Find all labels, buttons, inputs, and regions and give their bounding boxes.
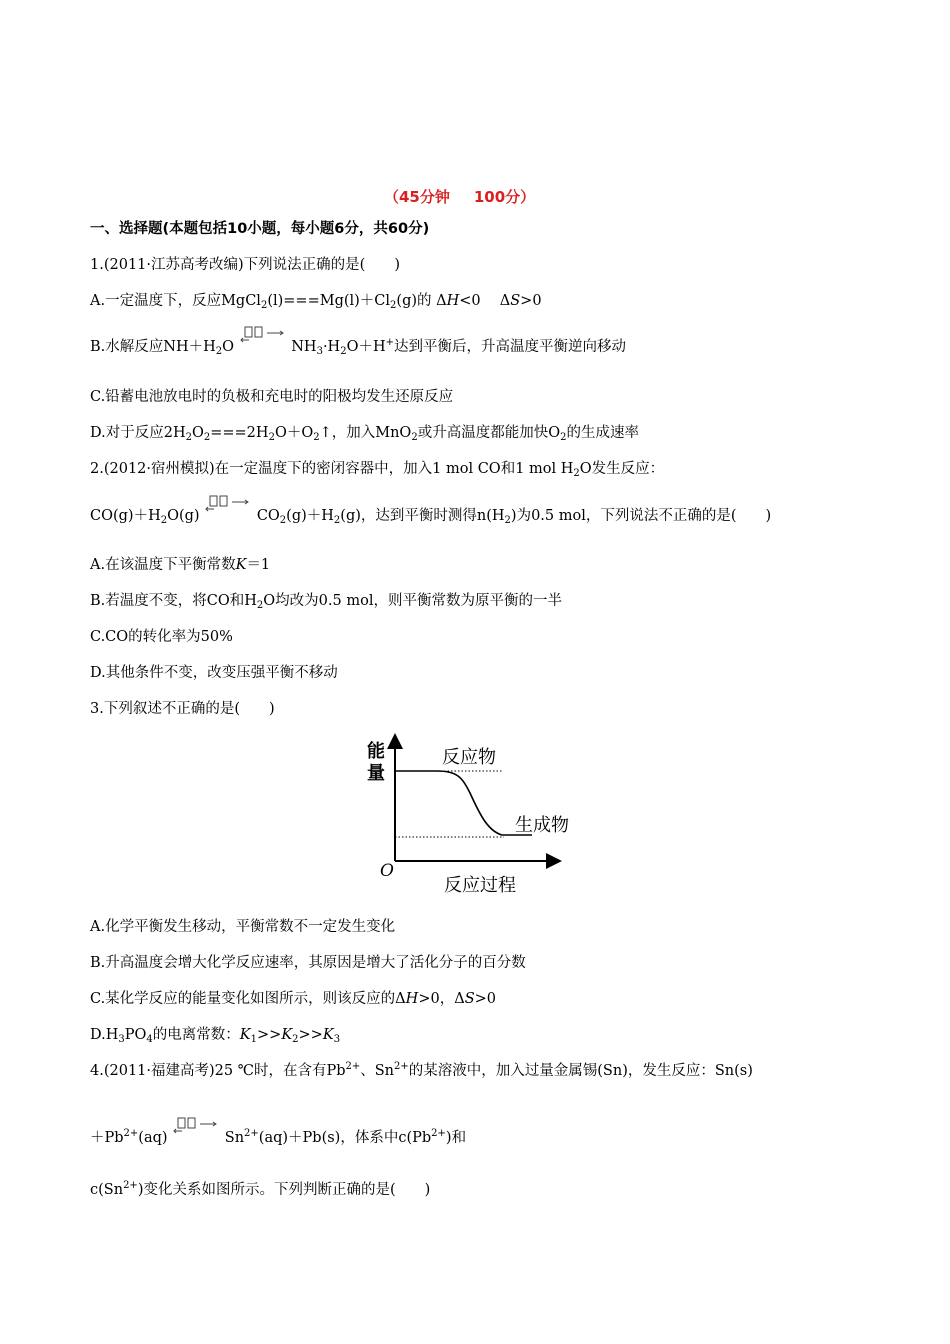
q2-equation: $CO(g)+H_2O(g)$ $CO_2(g)+H_2(g)$，达到平衡时测得$n(H_2)$为0.5 mol，下列说法不正确的是( ) <box>90 506 771 526</box>
q1-option-a: A.一定温度下，反应$MgCl_2(l)===Mg(l)+Cl_2(g)$的 ΔH<0 ΔS>0 <box>90 293 542 311</box>
y-label-1: 能 <box>367 741 385 762</box>
section-title: 一、选择题(本题包括10小题，每小题6分，共60分) <box>90 221 430 237</box>
q2-option-b: B.若温度不变，将CO和$H_2O$均改为0.5 mol，则平衡常数为原平衡的一半 <box>90 593 562 611</box>
origin-label: O <box>380 861 394 881</box>
q3-option-a: A.化学平衡发生移动，平衡常数不一定发生变化 <box>90 919 396 935</box>
equilibrium-arrow-icon <box>172 1131 220 1145</box>
equilibrium-arrow-icon <box>204 509 252 523</box>
page-header <box>384 186 535 207</box>
q4-line-3: $c(Sn^{2+})$变化关系如图所示。下列判断正确的是( ) <box>90 1180 431 1198</box>
q3-option-c: C.某化学反应的能量变化如图所示，则该反应的ΔH>0，ΔS>0 <box>90 991 496 1007</box>
q2-option-d: D.其他条件不变，改变压强平衡不移动 <box>90 665 338 681</box>
q2-option-c: C.CO的转化率为50% <box>90 629 233 645</box>
q3-option-b: B.升高温度会增大化学反应速率，其原因是增大了活化分子的百分数 <box>90 955 526 971</box>
q1-option-c: C.铅蓄电池放电时的负极和充电时的阳极均发生还原反应 <box>90 389 454 405</box>
q1-option-d: D.对于反应$2H_2O_2===2H_2O+O_2↑$，加入MnO$_2$或升高温度都能加快$O_2$的生成速率 <box>90 425 639 443</box>
reactant-label: 反应物 <box>442 747 496 768</box>
q4-line-2: $+Pb^{2+}(aq)$ $Sn^{2+}(aq)+Pb(s)$，体系中$c(Pb^{2+})$和 <box>90 1128 466 1148</box>
q1-option-b: B.水解反应$NH+H_2O$ $NH_3\cdot H_2O+H^+$达到平衡后，升高温度平衡逆向移动 <box>90 337 626 357</box>
q3-stem: 3.下列叙述不正确的是( ) <box>90 701 275 717</box>
q2-option-a: A.在该温度下平衡常数K＝1 <box>90 557 271 573</box>
q2-stem: 2.(2012·宿州模拟)在一定温度下的密闭容器中，加入1 mol CO和1 mol $H_2O$发生反应： <box>90 461 665 479</box>
equilibrium-arrow-icon <box>239 340 287 354</box>
product-label: 生成物 <box>515 815 569 836</box>
total-score: 100分） <box>473 188 536 206</box>
q3-option-d: $D.H_3PO_4$的电离常数：$K_1>>K_2>>K_3$ <box>90 1027 341 1045</box>
q4-line-1: 4.(2011·福建高考)25 ℃时，在含有$Pb^{2+}$、$Sn^{2+}$的某溶液中，加入过量金属锡(Sn)，发生反应：Sn(s) <box>90 1061 753 1079</box>
x-label: 反应过程 <box>444 875 516 896</box>
y-label-2: 量 <box>367 763 385 784</box>
q1-stem: 1.(2011·江苏高考改编)下列说法正确的是( ) <box>90 257 400 273</box>
energy-diagram <box>362 733 592 903</box>
time-limit: （45分钟 <box>384 188 450 206</box>
energy-curve <box>395 771 532 835</box>
